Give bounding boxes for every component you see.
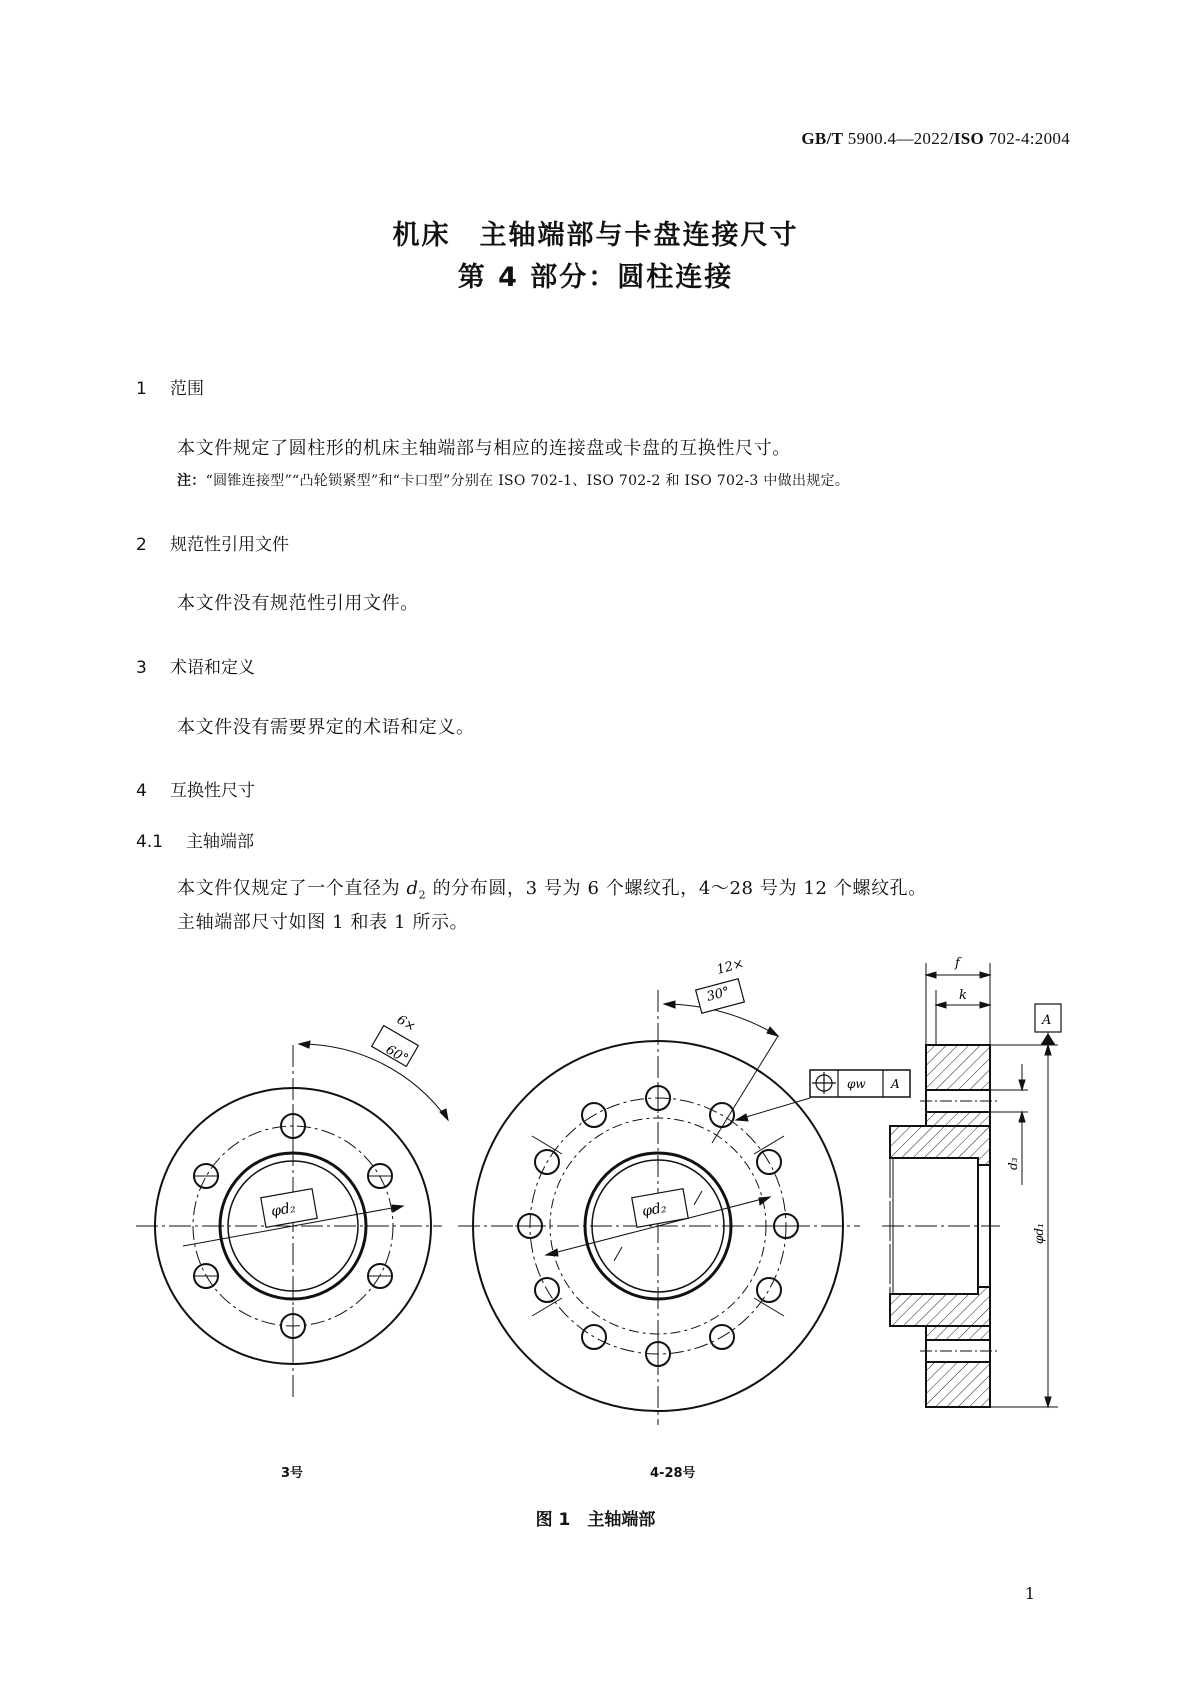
figure-caption: 图 1 主轴端部 (535, 1510, 656, 1530)
side-dim-d3: d₃ (1006, 1157, 1020, 1170)
side-dim-k: k (959, 988, 967, 1003)
section-1-paragraph: 本文件规定了圆柱形的机床主轴端部与相应的连接盘或卡盘的互换性尺寸。 (177, 438, 791, 459)
spindle-nose-drawing (0, 940, 1191, 1500)
section-2-paragraph: 本文件没有规范性引用文件。 (177, 593, 419, 614)
side-dim-f: f (955, 956, 960, 971)
middle-angle-count: 12× (715, 956, 746, 978)
section-2-heading (136, 530, 289, 555)
std-code-iso: ISO (953, 129, 985, 148)
figure-label-no3: 3号 (281, 1466, 304, 1481)
section-title: 互换性尺寸 (170, 781, 255, 801)
note-label: 注： (177, 473, 206, 489)
section-1-note (177, 470, 849, 490)
middle-d2-label: φd₂ (640, 1199, 668, 1220)
section-title: 规范性引用文件 (170, 535, 289, 555)
std-code-prefix: GB/T (801, 129, 844, 148)
subsection-paragraph-1 (177, 874, 927, 902)
section-1-heading (136, 374, 204, 399)
tolerance-phi-w: φw (847, 1077, 866, 1091)
var-d: d (406, 878, 419, 899)
para1-part-b: 的分布圆，3 号为 6 个螺纹孔，4～28 号为 12 个螺纹孔。 (426, 878, 927, 899)
side-dim-d1: φd₁ (1032, 1223, 1046, 1244)
var-d-subscript: 2 (418, 888, 427, 902)
section-4-heading (136, 776, 255, 801)
section-number: 1 (136, 379, 147, 399)
side-section-view (882, 963, 1061, 1407)
subsection-4-1-heading (136, 827, 254, 852)
section-number: 4 (136, 781, 147, 801)
left-angle-count: 6× (394, 1012, 419, 1036)
document-title-line2: 第 4 部分：圆柱连接 (457, 262, 734, 293)
figure-label-no4-28: 4-28号 (650, 1466, 696, 1481)
standard-code (801, 129, 1070, 149)
section-title: 术语和定义 (170, 658, 255, 678)
subsection-title: 主轴端部 (186, 832, 254, 852)
middle-flange-view (458, 979, 910, 1425)
std-code-number: 5900.4—2022/ (843, 129, 954, 148)
section-3-paragraph: 本文件没有需要界定的术语和定义。 (177, 717, 475, 738)
note-text: “圆锥连接型”“凸轮锁紧型”和“卡口型”分别在 ISO 702-1、ISO 702-2 和 ISO 702-3 中做出规定。 (205, 473, 850, 489)
side-datum-label: A (1042, 1013, 1052, 1028)
left-angle-value: 60° (383, 1042, 411, 1067)
section-number: 2 (136, 535, 147, 555)
para1-part-a: 本文件仅规定了一个直径为 (177, 878, 407, 899)
middle-angle-value: 30° (705, 984, 732, 1005)
section-title: 范围 (170, 379, 204, 399)
left-d2-label: φd₂ (269, 1199, 297, 1220)
page-number: 1 (1024, 1584, 1035, 1603)
document-title-line1: 机床 主轴端部与卡盘连接尺寸 (392, 220, 799, 251)
section-3-heading (136, 653, 255, 678)
subsection-paragraph-2: 主轴端部尺寸如图 1 和表 1 所示。 (177, 912, 469, 933)
subsection-number: 4.1 (136, 832, 164, 852)
std-code-iso-number: 702-4:2004 (984, 129, 1070, 148)
tolerance-datum: A (891, 1077, 900, 1091)
section-number: 3 (136, 658, 147, 678)
